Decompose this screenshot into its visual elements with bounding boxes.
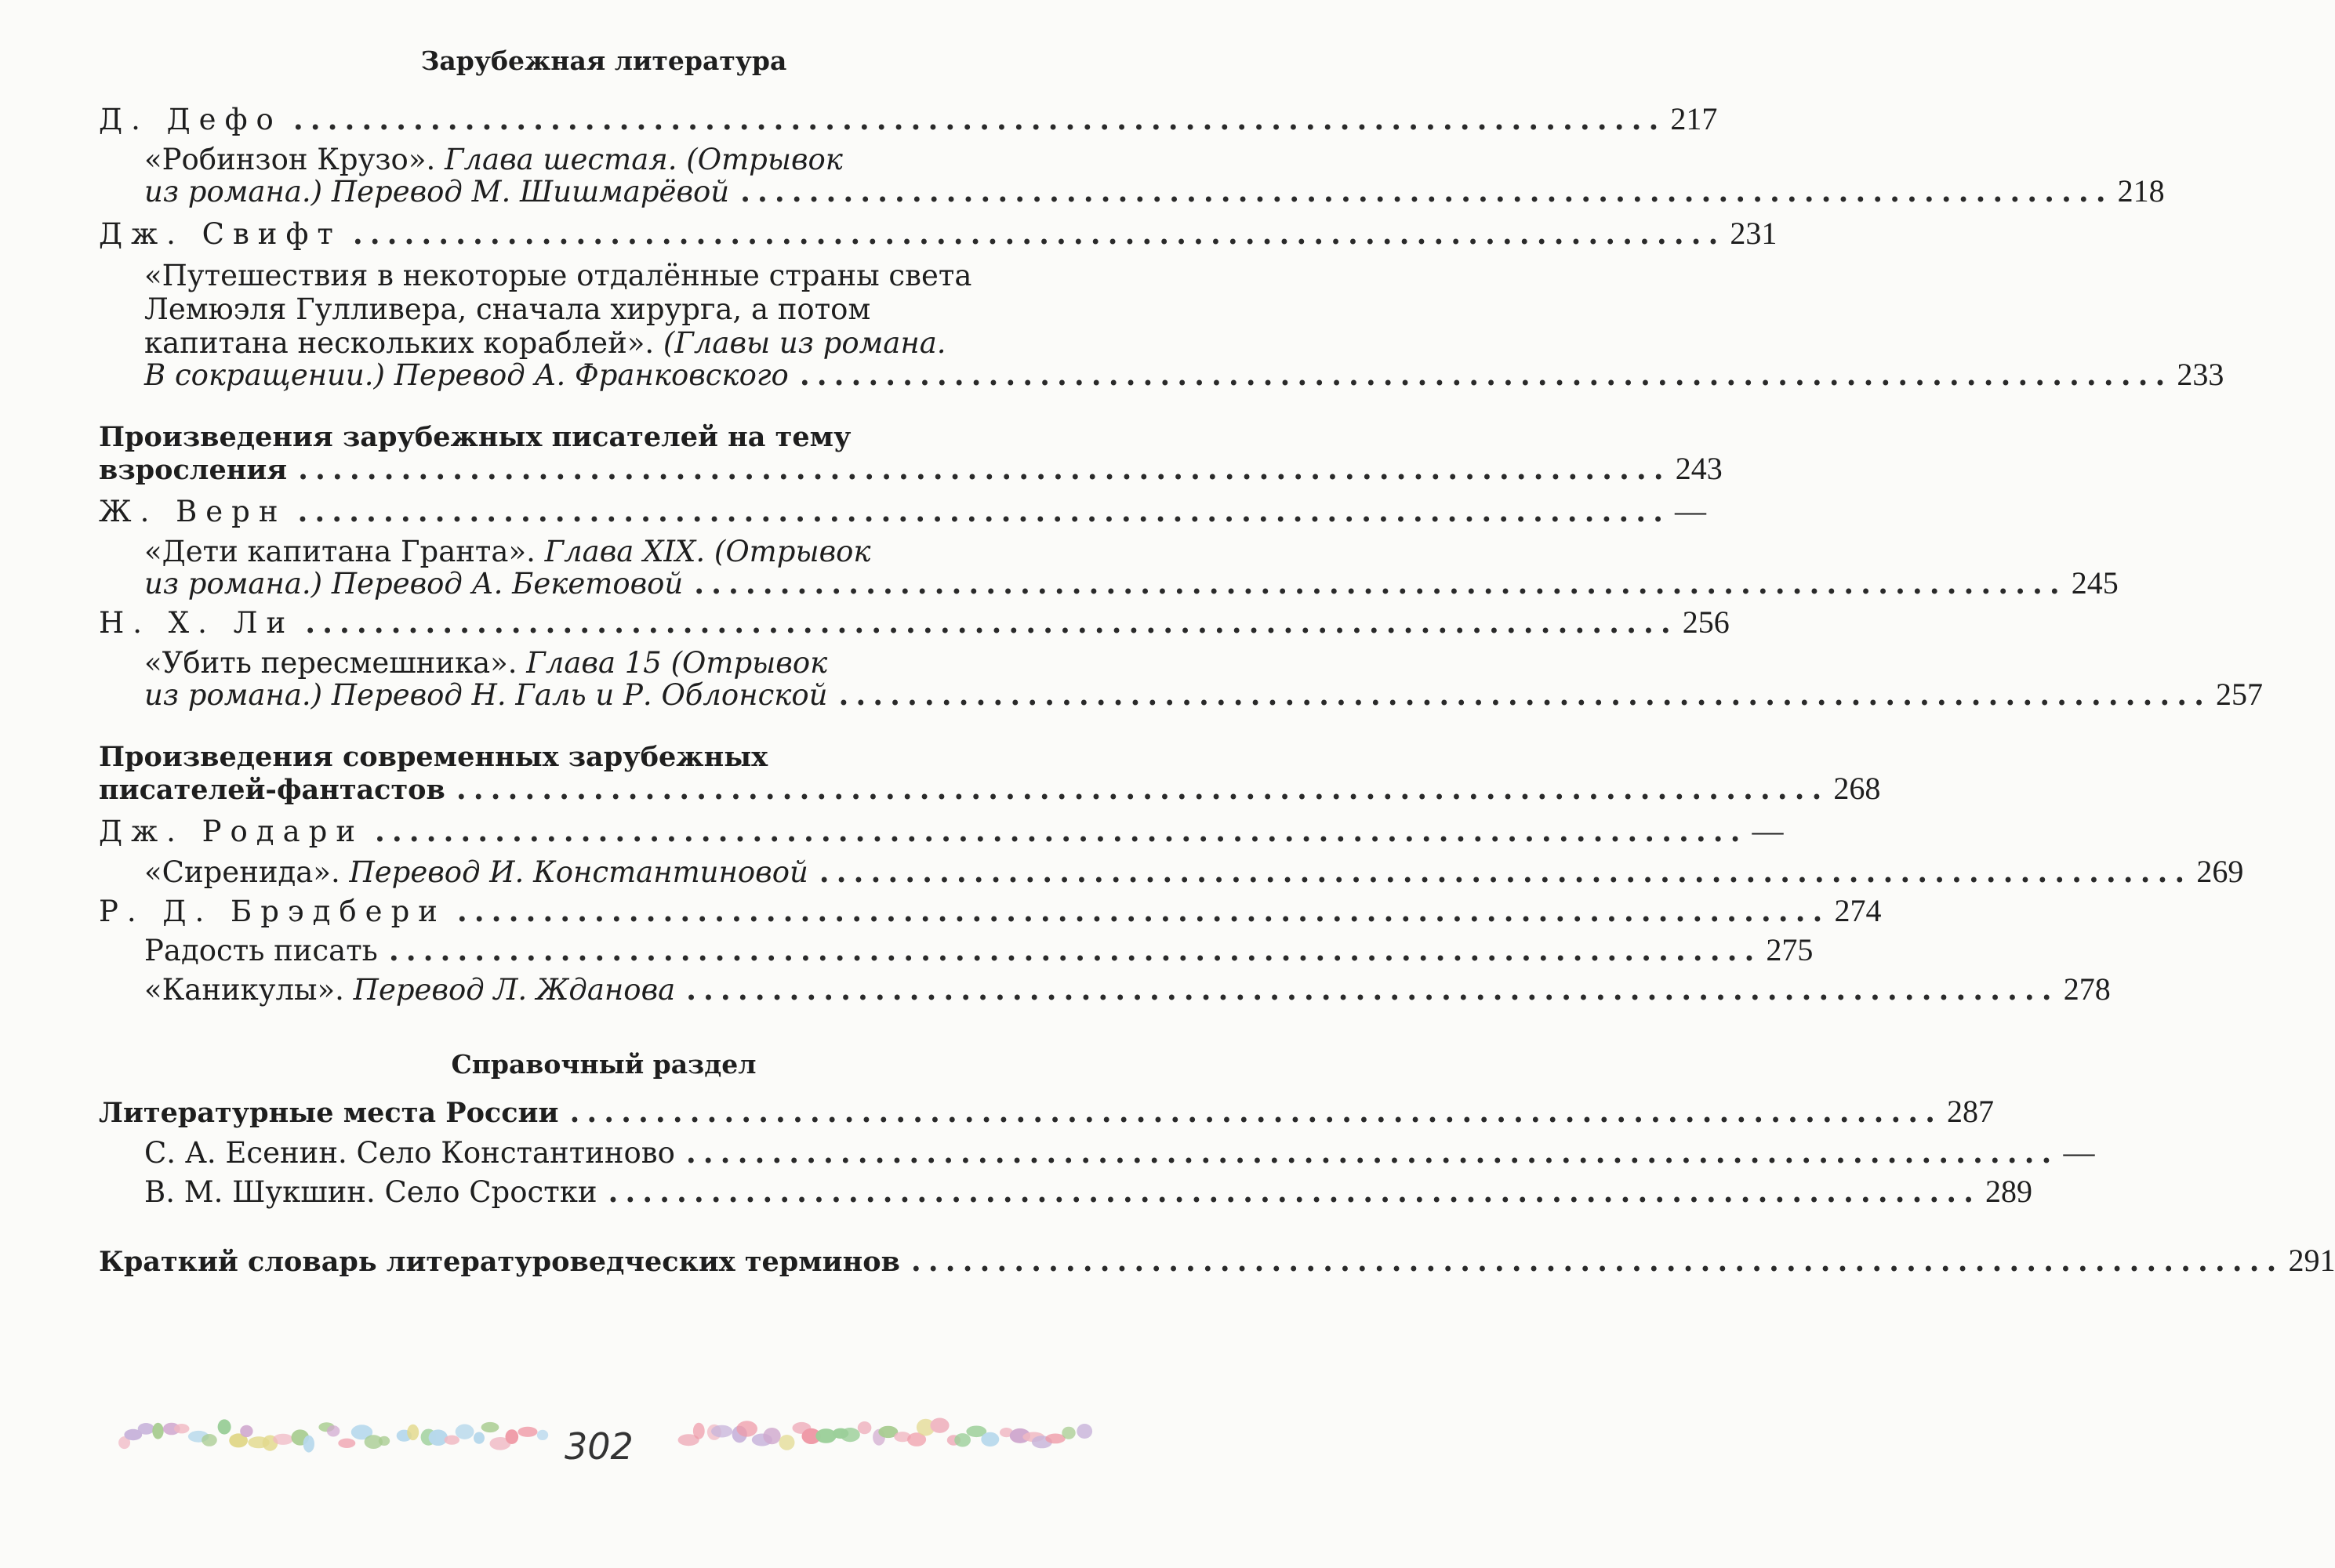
toc-entry-dictionary[interactable] (99, 1243, 2335, 1279)
decorative-dot (445, 1436, 459, 1445)
decorative-dot (174, 1424, 190, 1433)
page-number: 291 (2288, 1243, 2335, 1278)
decorative-dot (218, 1419, 231, 1434)
decorative-dot (779, 1435, 795, 1450)
decorative-dot (763, 1428, 780, 1444)
decorative-dot (407, 1425, 419, 1440)
toc-entry-shukshin[interactable] (144, 1174, 2032, 1210)
work-note: В сокращении.) Перевод А. Франковского (144, 358, 789, 392)
dot-leader: ................................................................................ (685, 1135, 2059, 1170)
toc-entry-joy-of-writing[interactable] (144, 932, 1814, 968)
decorative-dot (693, 1423, 705, 1439)
work-line: Лемюэля Гулливера, сначала хирурга, а потом (144, 292, 871, 326)
page-number: 256 (1682, 604, 1730, 640)
decorative-dot (481, 1422, 499, 1432)
work-line: «Убить пересмешника». Глава 15 (Отрывок (144, 646, 828, 680)
toc-entry-kanikuly[interactable] (144, 971, 2111, 1007)
dot-leader: ................................................................................ (799, 358, 2173, 392)
toc-entry-esenin[interactable] (144, 1134, 2095, 1171)
decorative-dot (506, 1429, 519, 1444)
decorative-dot (303, 1436, 314, 1453)
page-number: 287 (1947, 1094, 1994, 1129)
toc-entry-bradbury[interactable] (99, 893, 1882, 929)
dot-leader: ................................................................................ (298, 452, 1671, 486)
toc-entry-gulliver[interactable] (144, 357, 2224, 393)
decorative-dot (711, 1425, 732, 1438)
toc-entry-defoe[interactable] (99, 101, 1718, 137)
dot-leader: ................................................................................ (456, 771, 1829, 806)
toc-entry-verne[interactable] (99, 493, 1707, 529)
author-name: Н. Х. Ли (99, 606, 295, 640)
decorative-dot (474, 1432, 485, 1444)
author-name: Дж. Родари (99, 815, 364, 848)
page-number: 278 (2063, 971, 2111, 1007)
work-title: Радость писать (144, 934, 378, 967)
decorative-dot (138, 1423, 154, 1435)
decorative-dot (338, 1439, 355, 1448)
work-title: «Сиренида». Перевод И. Константиновой (144, 855, 808, 889)
toc-entry-swift[interactable] (99, 216, 1778, 252)
dot-leader: ................................................................................ (569, 1094, 1942, 1129)
page-number: 233 (2177, 357, 2224, 392)
entry-title: Краткий словарь литературоведческих терминов (99, 1246, 900, 1278)
decorative-dot (981, 1432, 999, 1446)
work-line: «Путешествия в некоторые отдалённые страны света (144, 259, 972, 292)
decorative-dot (815, 1428, 836, 1443)
section-title-growing-up: Произведения зарубежных писателей на тему (99, 421, 852, 453)
decorative-dot (537, 1430, 548, 1440)
page-number: 231 (1730, 216, 1778, 251)
decorative-dot (379, 1436, 390, 1446)
entry-title: С. А. Есенин. Село Константиново (144, 1136, 675, 1170)
work-line: «Робинзон Крузо». Глава шестая. (Отрывок (144, 143, 843, 176)
dot-leader: ................................................................................ (305, 605, 1678, 640)
work-title: «Каникулы». Перевод Л. Жданова (144, 973, 676, 1007)
work-note: из романа.) Перевод М. Шишмарёвой (144, 175, 730, 209)
decorative-dot (1077, 1424, 1092, 1439)
decorative-dot (429, 1429, 448, 1446)
decorative-dot (273, 1434, 293, 1445)
entry-title: Литературные места России (99, 1097, 559, 1129)
toc-entry-robinson[interactable] (144, 173, 2165, 209)
page-number: — (2063, 1134, 2095, 1170)
toc-entry-sci-fi[interactable] (99, 771, 1881, 808)
decorative-dot (518, 1427, 538, 1437)
dot-leader: ................................................................................ (740, 174, 2113, 209)
dot-leader: ................................................................................ (608, 1174, 1981, 1209)
page-number: 289 (1985, 1174, 2032, 1209)
page-number: 274 (1834, 893, 1882, 928)
decorative-dot (841, 1428, 860, 1442)
dot-leader: ................................................................................ (838, 677, 2212, 712)
dot-leader: ................................................................................ (292, 102, 1666, 136)
decorative-dot (327, 1425, 340, 1436)
decorative-dot (152, 1423, 163, 1439)
section-title-reference: Справочный раздел (451, 1049, 757, 1080)
dot-leader: ................................................................................ (694, 566, 2067, 601)
page-number: — (1675, 493, 1707, 528)
work-note: из романа.) Перевод А. Бекетовой (144, 567, 684, 601)
dot-leader: ................................................................................ (388, 933, 1762, 967)
toc-entry-literary-places[interactable] (99, 1094, 1994, 1131)
page-number: 245 (2071, 565, 2119, 601)
decorative-dot (954, 1433, 971, 1446)
toc-entry-sirenida[interactable] (144, 854, 2244, 890)
entry-title: В. М. Шукшин. Село Сростки (144, 1175, 597, 1209)
dot-leader: ................................................................................ (819, 855, 2192, 889)
decorative-dot (456, 1425, 474, 1439)
page-number: 243 (1675, 451, 1723, 486)
page-number-footer: 302 (565, 1425, 634, 1468)
decorative-dot (736, 1421, 757, 1436)
dot-leader: ................................................................................ (686, 972, 2059, 1007)
author-name: Д. Дефо (99, 103, 282, 136)
work-line: капитана нескольких кораблей». (Главы из романа. (144, 326, 946, 360)
decorative-dot (240, 1425, 252, 1437)
decorative-dot (858, 1421, 872, 1434)
page-number: 217 (1670, 101, 1718, 136)
dot-leader: ................................................................................ (456, 894, 1830, 928)
decorative-dots-left (110, 1411, 557, 1458)
dot-leader: ................................................................................ (297, 494, 1671, 528)
toc-entry-rodari[interactable] (99, 813, 1784, 849)
toc-entry-grant[interactable] (144, 565, 2119, 601)
page-number: 275 (1766, 932, 1814, 967)
decorative-dot (202, 1434, 217, 1446)
decorative-dot (930, 1418, 949, 1433)
page-number: 269 (2196, 854, 2244, 889)
section-title-cont: писателей-фантастов (99, 774, 445, 806)
work-note: из романа.) Перевод Н. Галь и Р. Облонской (144, 678, 828, 712)
author-name: Дж. Свифт (99, 217, 342, 251)
decorative-dot (1062, 1427, 1075, 1439)
dot-leader: ................................................................................ (910, 1243, 2284, 1278)
page-number: 218 (2117, 173, 2165, 209)
toc-entry-mockingbird[interactable] (144, 677, 2264, 713)
page-number: — (1752, 813, 1784, 848)
work-line: «Дети капитана Гранта». Глава XIX. (Отрывок (144, 535, 871, 568)
toc-entry-growing-up[interactable] (99, 451, 1723, 488)
page-number: 257 (2216, 677, 2264, 712)
page-number: 268 (1833, 771, 1881, 806)
author-name: Ж. Верн (99, 495, 287, 528)
dot-leader: ................................................................................ (352, 216, 1726, 251)
dot-leader: ................................................................................ (375, 814, 1748, 848)
decorative-dots-right (674, 1411, 1098, 1458)
author-name: Р. Д. Брэдбери (99, 895, 446, 928)
section-title-foreign: Зарубежная литература (420, 45, 787, 76)
section-title-sci-fi: Произведения современных зарубежных (99, 741, 768, 773)
toc-entry-lee[interactable] (99, 604, 1730, 641)
section-title-cont: взросления (99, 454, 288, 486)
